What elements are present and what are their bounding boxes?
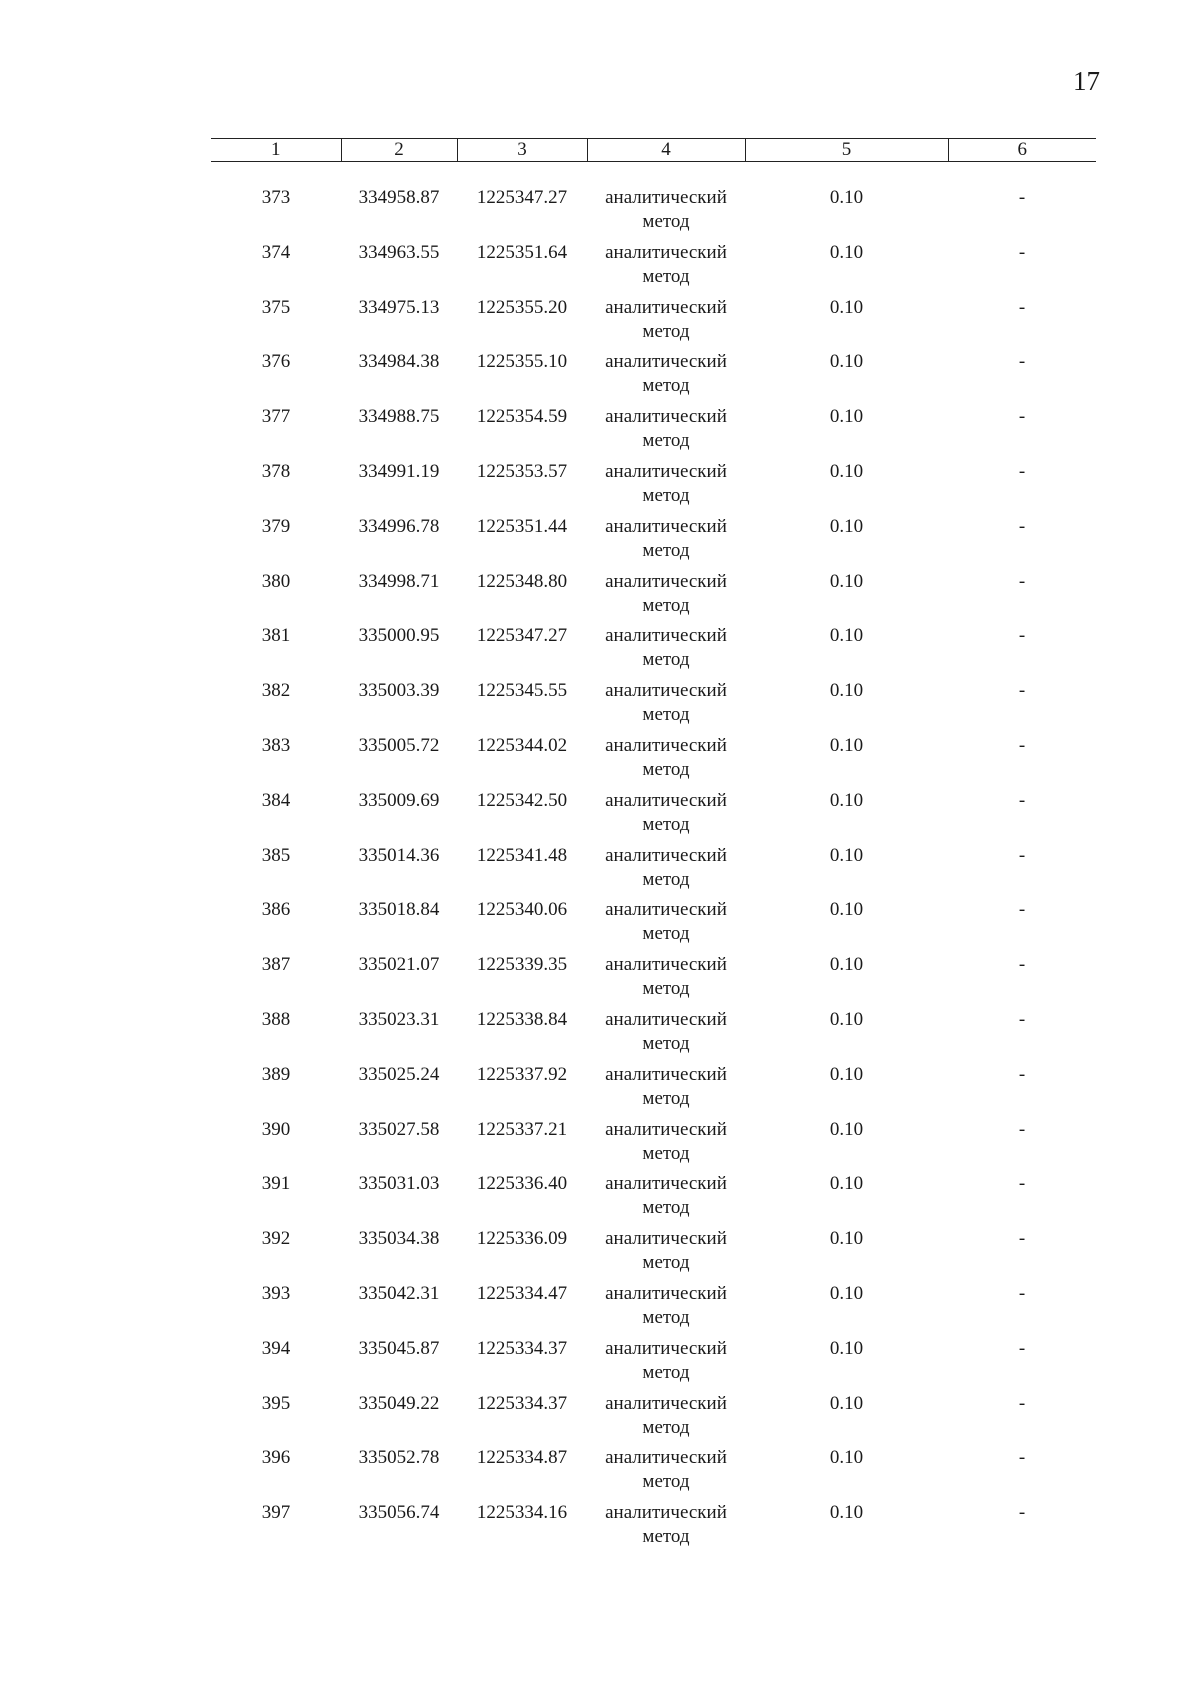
method-line-1: аналитический bbox=[605, 734, 727, 756]
method-line-2: метод bbox=[642, 539, 690, 561]
point-number-cell: 375 bbox=[261, 296, 291, 318]
x-coordinate-cell: 335014.36 bbox=[358, 844, 440, 866]
table-row bbox=[211, 789, 1096, 844]
method-cell bbox=[587, 1008, 745, 1063]
y-coordinate-cell: 1225353.57 bbox=[476, 460, 568, 482]
x-coordinate-cell: 335003.39 bbox=[358, 680, 440, 702]
note-cell: - bbox=[1018, 734, 1026, 756]
point-number-cell: 384 bbox=[261, 789, 291, 811]
y-coordinate-cell: 1225354.59 bbox=[476, 406, 568, 428]
y-coordinate-cell: 1225334.16 bbox=[476, 1502, 568, 1524]
table-row bbox=[211, 1063, 1096, 1118]
x-coordinate-cell: 335031.03 bbox=[358, 1173, 440, 1195]
point-number-cell: 378 bbox=[261, 460, 291, 482]
x-coordinate-cell: 334963.55 bbox=[358, 241, 440, 263]
method-line-1: аналитический bbox=[605, 844, 727, 866]
method-line-1: аналитический bbox=[605, 680, 727, 702]
point-number-cell: 373 bbox=[261, 187, 291, 208]
method-line-2: метод bbox=[642, 1361, 690, 1383]
note-cell: - bbox=[1018, 1392, 1026, 1414]
accuracy-cell: 0.10 bbox=[829, 625, 864, 647]
y-coordinate-cell: 1225345.55 bbox=[476, 680, 568, 702]
method-cell bbox=[587, 515, 745, 570]
table-row bbox=[211, 350, 1096, 405]
accuracy-cell: 0.10 bbox=[829, 187, 864, 208]
note-cell: - bbox=[1018, 1118, 1026, 1140]
accuracy-cell: 0.10 bbox=[829, 1118, 864, 1140]
x-coordinate-cell: 335021.07 bbox=[358, 954, 440, 976]
table-row bbox=[211, 570, 1096, 625]
accuracy-cell: 0.10 bbox=[829, 844, 864, 866]
note-cell: - bbox=[1018, 1173, 1026, 1195]
table-row bbox=[211, 1282, 1096, 1337]
y-coordinate-cell: 1225341.48 bbox=[476, 844, 568, 866]
y-coordinate-cell: 1225338.84 bbox=[476, 1008, 568, 1030]
y-coordinate-cell: 1225336.40 bbox=[476, 1173, 568, 1195]
method-line-2: метод bbox=[642, 265, 690, 287]
point-number-cell: 391 bbox=[261, 1173, 291, 1195]
y-coordinate-cell: 1225342.50 bbox=[476, 789, 568, 811]
x-coordinate-cell: 334988.75 bbox=[358, 406, 440, 428]
header-row bbox=[211, 139, 1096, 162]
method-cell bbox=[587, 405, 745, 460]
method-line-1: аналитический bbox=[605, 406, 727, 428]
method-cell bbox=[587, 679, 745, 734]
x-coordinate-cell: 335023.31 bbox=[358, 1008, 440, 1030]
accuracy-cell: 0.10 bbox=[829, 351, 864, 373]
method-cell bbox=[587, 1172, 745, 1227]
method-cell bbox=[587, 1227, 745, 1282]
note-cell: - bbox=[1018, 187, 1026, 208]
method-line-2: метод bbox=[642, 484, 690, 506]
point-number-cell: 394 bbox=[261, 1337, 291, 1359]
y-coordinate-cell: 1225336.09 bbox=[476, 1228, 568, 1250]
accuracy-cell: 0.10 bbox=[829, 460, 864, 482]
method-line-1: аналитический bbox=[605, 570, 727, 592]
method-line-1: аналитический bbox=[605, 460, 727, 482]
note-cell: - bbox=[1018, 789, 1026, 811]
method-line-2: метод bbox=[642, 868, 690, 890]
method-cell bbox=[587, 1501, 745, 1556]
x-coordinate-cell: 334998.71 bbox=[358, 570, 440, 592]
note-cell: - bbox=[1018, 1063, 1026, 1085]
x-coordinate-cell: 334958.87 bbox=[358, 187, 440, 208]
method-cell bbox=[587, 296, 745, 351]
method-cell bbox=[587, 1337, 745, 1392]
x-coordinate-cell: 335025.24 bbox=[358, 1063, 440, 1085]
note-cell: - bbox=[1018, 296, 1026, 318]
header-col-3: 3 bbox=[457, 139, 587, 162]
method-line-1: аналитический bbox=[605, 515, 727, 537]
method-cell bbox=[587, 1392, 745, 1447]
point-number-cell: 395 bbox=[261, 1392, 291, 1414]
table-row bbox=[211, 1227, 1096, 1282]
y-coordinate-cell: 1225344.02 bbox=[476, 734, 568, 756]
method-cell bbox=[587, 241, 745, 296]
method-line-2: метод bbox=[642, 758, 690, 780]
method-line-1: аналитический bbox=[605, 187, 727, 208]
table-row bbox=[211, 1118, 1096, 1173]
method-line-2: метод bbox=[642, 1197, 690, 1219]
method-line-1: аналитический bbox=[605, 1063, 727, 1085]
method-line-2: метод bbox=[642, 923, 690, 945]
page-number: 17 bbox=[1073, 66, 1100, 96]
accuracy-cell: 0.10 bbox=[829, 680, 864, 702]
point-number-cell: 389 bbox=[261, 1063, 291, 1085]
table-row bbox=[211, 460, 1096, 515]
table-row bbox=[211, 241, 1096, 296]
header-col-2: 2 bbox=[341, 139, 457, 162]
table-row bbox=[211, 1392, 1096, 1447]
table-spacer bbox=[211, 162, 1096, 187]
y-coordinate-cell: 1225347.27 bbox=[476, 625, 568, 647]
table-row bbox=[211, 898, 1096, 953]
accuracy-cell: 0.10 bbox=[829, 1447, 864, 1469]
note-cell: - bbox=[1018, 1228, 1026, 1250]
method-line-2: метод bbox=[642, 1142, 690, 1164]
point-number-cell: 380 bbox=[261, 570, 291, 592]
note-cell: - bbox=[1018, 241, 1026, 263]
accuracy-cell: 0.10 bbox=[829, 406, 864, 428]
x-coordinate-cell: 335005.72 bbox=[358, 734, 440, 756]
point-number-cell: 383 bbox=[261, 734, 291, 756]
table-row bbox=[211, 405, 1096, 460]
note-cell: - bbox=[1018, 1008, 1026, 1030]
method-line-1: аналитический bbox=[605, 625, 727, 647]
x-coordinate-cell: 335052.78 bbox=[358, 1447, 440, 1469]
method-cell bbox=[587, 734, 745, 789]
method-line-1: аналитический bbox=[605, 241, 727, 263]
accuracy-cell: 0.10 bbox=[829, 1173, 864, 1195]
coordinates-table bbox=[211, 138, 1096, 1556]
method-line-1: аналитический bbox=[605, 1337, 727, 1359]
table-row bbox=[211, 1446, 1096, 1501]
method-line-1: аналитический bbox=[605, 1447, 727, 1469]
note-cell: - bbox=[1018, 351, 1026, 373]
point-number-cell: 381 bbox=[261, 625, 291, 647]
method-line-2: метод bbox=[642, 594, 690, 616]
accuracy-cell: 0.10 bbox=[829, 1337, 864, 1359]
x-coordinate-cell: 334984.38 bbox=[358, 351, 440, 373]
y-coordinate-cell: 1225348.80 bbox=[476, 570, 568, 592]
note-cell: - bbox=[1018, 1447, 1026, 1469]
x-coordinate-cell: 335034.38 bbox=[358, 1228, 440, 1250]
table-row bbox=[211, 679, 1096, 734]
point-number-cell: 382 bbox=[261, 680, 291, 702]
point-number-cell: 377 bbox=[261, 406, 291, 428]
method-line-2: метод bbox=[642, 1032, 690, 1054]
x-coordinate-cell: 335042.31 bbox=[358, 1282, 440, 1304]
accuracy-cell: 0.10 bbox=[829, 515, 864, 537]
note-cell: - bbox=[1018, 1282, 1026, 1304]
point-number-cell: 379 bbox=[261, 515, 291, 537]
y-coordinate-cell: 1225334.37 bbox=[476, 1337, 568, 1359]
method-cell bbox=[587, 350, 745, 405]
y-coordinate-cell: 1225351.44 bbox=[476, 515, 568, 537]
accuracy-cell: 0.10 bbox=[829, 1502, 864, 1524]
point-number-cell: 393 bbox=[261, 1282, 291, 1304]
note-cell: - bbox=[1018, 515, 1026, 537]
point-number-cell: 376 bbox=[261, 351, 291, 373]
method-line-2: метод bbox=[642, 1252, 690, 1274]
method-cell bbox=[587, 953, 745, 1008]
method-line-2: метод bbox=[642, 1471, 690, 1493]
method-line-2: метод bbox=[642, 704, 690, 726]
method-line-1: аналитический bbox=[605, 351, 727, 373]
note-cell: - bbox=[1018, 844, 1026, 866]
method-cell bbox=[587, 624, 745, 679]
x-coordinate-cell: 335018.84 bbox=[358, 899, 440, 921]
method-cell bbox=[587, 1118, 745, 1173]
method-line-2: метод bbox=[642, 430, 690, 452]
x-coordinate-cell: 334996.78 bbox=[358, 515, 440, 537]
method-cell bbox=[587, 1282, 745, 1337]
table-row bbox=[211, 734, 1096, 789]
method-line-1: аналитический bbox=[605, 1173, 727, 1195]
method-line-1: аналитический bbox=[605, 1118, 727, 1140]
table-row bbox=[211, 1501, 1096, 1556]
method-line-2: метод bbox=[642, 1306, 690, 1328]
accuracy-cell: 0.10 bbox=[829, 1392, 864, 1414]
table-row bbox=[211, 844, 1096, 899]
table-row bbox=[211, 186, 1096, 241]
table-row bbox=[211, 1008, 1096, 1063]
method-line-2: метод bbox=[642, 320, 690, 342]
coordinates-table-container bbox=[211, 138, 1096, 1556]
y-coordinate-cell: 1225337.92 bbox=[476, 1063, 568, 1085]
method-line-1: аналитический bbox=[605, 1008, 727, 1030]
note-cell: - bbox=[1018, 680, 1026, 702]
method-line-2: метод bbox=[642, 649, 690, 671]
table-body bbox=[211, 162, 1096, 1556]
accuracy-cell: 0.10 bbox=[829, 954, 864, 976]
y-coordinate-cell: 1225351.64 bbox=[476, 241, 568, 263]
x-coordinate-cell: 335056.74 bbox=[358, 1502, 440, 1524]
x-coordinate-cell: 334975.13 bbox=[358, 296, 440, 318]
method-line-1: аналитический bbox=[605, 1502, 727, 1524]
table-header bbox=[211, 139, 1096, 162]
method-line-1: аналитический bbox=[605, 1392, 727, 1414]
method-cell bbox=[587, 1446, 745, 1501]
header-col-6: 6 bbox=[948, 139, 1096, 162]
table-row bbox=[211, 1337, 1096, 1392]
accuracy-cell: 0.10 bbox=[829, 570, 864, 592]
accuracy-cell: 0.10 bbox=[829, 241, 864, 263]
method-line-1: аналитический bbox=[605, 1228, 727, 1250]
point-number-cell: 396 bbox=[261, 1447, 291, 1469]
method-line-2: метод bbox=[642, 1416, 690, 1438]
y-coordinate-cell: 1225334.47 bbox=[476, 1282, 568, 1304]
method-line-1: аналитический bbox=[605, 954, 727, 976]
method-line-2: метод bbox=[642, 1087, 690, 1109]
x-coordinate-cell: 334991.19 bbox=[358, 460, 440, 482]
x-coordinate-cell: 335045.87 bbox=[358, 1337, 440, 1359]
point-number-cell: 388 bbox=[261, 1008, 291, 1030]
accuracy-cell: 0.10 bbox=[829, 899, 864, 921]
header-col-5: 5 bbox=[745, 139, 948, 162]
table-row bbox=[211, 953, 1096, 1008]
y-coordinate-cell: 1225355.20 bbox=[476, 296, 568, 318]
method-cell bbox=[587, 898, 745, 953]
note-cell: - bbox=[1018, 625, 1026, 647]
table-row bbox=[211, 296, 1096, 351]
table-row bbox=[211, 624, 1096, 679]
y-coordinate-cell: 1225334.87 bbox=[476, 1447, 568, 1469]
accuracy-cell: 0.10 bbox=[829, 734, 864, 756]
method-line-1: аналитический bbox=[605, 789, 727, 811]
note-cell: - bbox=[1018, 570, 1026, 592]
accuracy-cell: 0.10 bbox=[829, 1228, 864, 1250]
accuracy-cell: 0.10 bbox=[829, 296, 864, 318]
x-coordinate-cell: 335009.69 bbox=[358, 789, 440, 811]
point-number-cell: 390 bbox=[261, 1118, 291, 1140]
x-coordinate-cell: 335000.95 bbox=[358, 625, 440, 647]
table-row bbox=[211, 515, 1096, 570]
note-cell: - bbox=[1018, 954, 1026, 976]
method-cell bbox=[587, 789, 745, 844]
accuracy-cell: 0.10 bbox=[829, 1008, 864, 1030]
y-coordinate-cell: 1225340.06 bbox=[476, 899, 568, 921]
y-coordinate-cell: 1225339.35 bbox=[476, 954, 568, 976]
note-cell: - bbox=[1018, 460, 1026, 482]
method-cell bbox=[587, 844, 745, 899]
method-line-2: метод bbox=[642, 813, 690, 835]
method-line-2: метод bbox=[642, 978, 690, 1000]
point-number-cell: 386 bbox=[261, 899, 291, 921]
point-number-cell: 374 bbox=[261, 241, 291, 263]
y-coordinate-cell: 1225334.37 bbox=[476, 1392, 568, 1414]
x-coordinate-cell: 335027.58 bbox=[358, 1118, 440, 1140]
table-row bbox=[211, 1172, 1096, 1227]
point-number-cell: 397 bbox=[261, 1502, 291, 1524]
point-number-cell: 385 bbox=[261, 844, 291, 866]
method-cell bbox=[587, 460, 745, 515]
method-line-1: аналитический bbox=[605, 1282, 727, 1304]
method-line-2: метод bbox=[642, 1526, 690, 1548]
header-col-1: 1 bbox=[211, 139, 341, 162]
point-number-cell: 392 bbox=[261, 1228, 291, 1250]
method-line-2: метод bbox=[642, 211, 690, 232]
accuracy-cell: 0.10 bbox=[829, 1063, 864, 1085]
note-cell: - bbox=[1018, 1502, 1026, 1524]
x-coordinate-cell: 335049.22 bbox=[358, 1392, 440, 1414]
note-cell: - bbox=[1018, 1337, 1026, 1359]
method-line-1: аналитический bbox=[605, 899, 727, 921]
note-cell: - bbox=[1018, 899, 1026, 921]
y-coordinate-cell: 1225337.21 bbox=[476, 1118, 568, 1140]
header-col-4: 4 bbox=[587, 139, 745, 162]
accuracy-cell: 0.10 bbox=[829, 1282, 864, 1304]
method-line-1: аналитический bbox=[605, 296, 727, 318]
method-line-2: метод bbox=[642, 375, 690, 397]
y-coordinate-cell: 1225347.27 bbox=[476, 187, 568, 208]
accuracy-cell: 0.10 bbox=[829, 789, 864, 811]
method-cell bbox=[587, 1063, 745, 1118]
point-number-cell: 387 bbox=[261, 954, 291, 976]
method-cell bbox=[587, 570, 745, 625]
y-coordinate-cell: 1225355.10 bbox=[476, 351, 568, 373]
note-cell: - bbox=[1018, 406, 1026, 428]
method-cell bbox=[587, 186, 745, 241]
